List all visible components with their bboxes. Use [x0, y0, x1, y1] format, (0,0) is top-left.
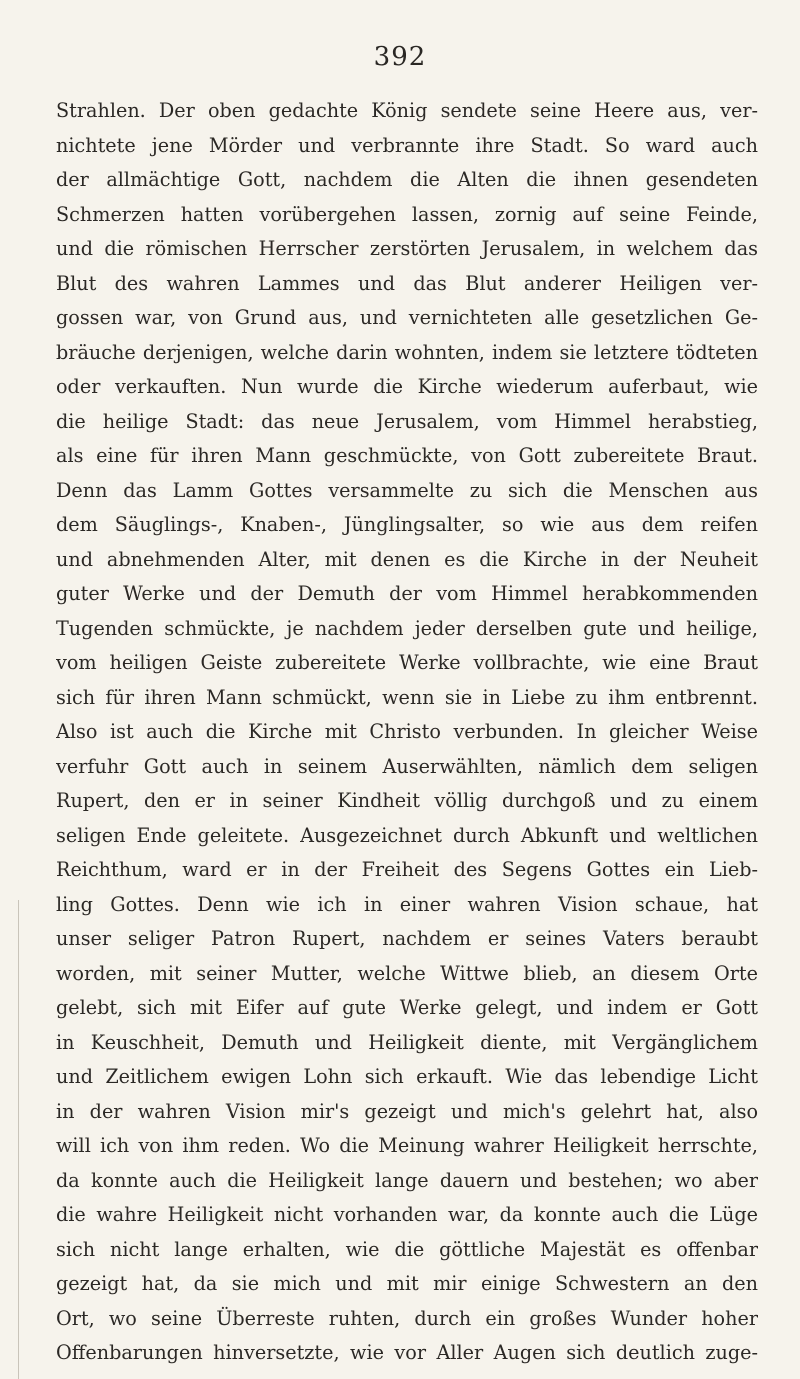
text-line: sich für ihren Mann schmückt, wenn sie in Liebe zu ihm entbrennt. — [56, 685, 758, 709]
text-line: guter Werke und der Demuth der vom Himmel herabkommenden — [56, 582, 758, 605]
text-line: ling Gottes. Denn wie ich in einer wahren Vision schaue, hat — [56, 892, 758, 916]
text-line: unser seliger Patron Rupert, nachdem er seines Vaters beraubt — [56, 927, 758, 950]
text-line: bräuche derjenigen, welche darin wohnten, indem sie letztere tödteten — [56, 340, 758, 364]
text-line: die heilige Stadt: das neue Jerusalem, vom Himmel herabstieg, — [56, 409, 758, 433]
text-line: in Keuschheit, Demuth und Heiligkeit diente, mit Vergänglichem — [56, 1030, 758, 1054]
text-line: und die römischen Herrscher zerstörten Jerusalem, in welchem das — [56, 237, 758, 260]
text-line: gelebt, sich mit Eifer auf gute Werke gelegt, und indem er Gott — [56, 996, 758, 1019]
text-line: Also ist auch die Kirche mit Christo verbunden. In gleicher Weise — [56, 720, 758, 743]
text-line: und abnehmenden Alter, mit denen es die Kirche in der Neuheit — [56, 547, 758, 571]
text-line: dem Säuglings-, Knaben-, Jünglingsalter, so wie aus dem reifen — [56, 513, 758, 536]
text-line: Denn das Lamm Gottes versammelte zu sich die Menschen aus — [56, 478, 758, 502]
text-line: sich nicht lange erhalten, wie die göttliche Majestät es offenbar — [56, 1237, 758, 1261]
text-line: Ort, wo seine Überreste ruhten, durch ein großes Wunder hoher — [56, 1306, 758, 1330]
text-line: Strahlen. Der oben gedachte König sendete seine Heere aus, ver- — [56, 99, 758, 122]
text-line: der allmächtige Gott, nachdem die Alten die ihnen gesendeten — [56, 168, 758, 191]
text-line: als eine für ihren Mann geschmückte, von Gott zubereitete Braut. — [56, 444, 758, 467]
text-line: oder verkauften. Nun wurde die Kirche wiederum auferbaut, wie — [56, 375, 758, 398]
text-line: verfuhr Gott auch in seinem Auserwählten, nämlich dem seligen — [56, 754, 758, 778]
text-line: worden, mit seiner Mutter, welche Wittwe blieb, an diesem Orte — [56, 961, 758, 985]
text-line: Rupert, den er in seiner Kindheit völlig durchgoß und zu einem — [56, 789, 758, 812]
text-line: seligen Ende geleitete. Ausgezeichnet durch Abkunft und weltlichen — [56, 823, 758, 847]
text-line: Reichthum, ward er in der Freiheit des Segens Gottes ein Lieb- — [56, 858, 758, 881]
page-edge-line — [18, 900, 19, 1379]
text-line: da konnte auch die Heiligkeit lange dauern und bestehen; wo aber — [56, 1168, 758, 1192]
text-line: gezeigt hat, da sie mich und mit mir einige Schwestern an den — [56, 1272, 758, 1295]
text-line: Tugenden schmückte, je nachdem jeder derselben gute und heilige, — [56, 616, 758, 640]
text-line: in der wahren Vision mir's gezeigt und mich's gelehrt hat, also — [56, 1099, 758, 1123]
text-line: die wahre Heiligkeit nicht vorhanden war, da konnte auch die Lüge — [56, 1203, 758, 1226]
body-text — [56, 94, 758, 1371]
text-line: Blut des wahren Lammes und das Blut anderer Heiligen ver- — [56, 271, 758, 295]
text-line: und Zeitlichem ewigen Lohn sich erkauft. Wie das lebendige Licht — [56, 1065, 758, 1088]
text-line: Schmerzen hatten vorübergehen lassen, zornig auf seine Feinde, — [56, 202, 758, 226]
text-line: will ich von ihm reden. Wo die Meinung wahrer Heiligkeit herrschte, — [56, 1134, 758, 1157]
text-line: vom heiligen Geiste zubereitete Werke vollbrachte, wie eine Braut — [56, 651, 758, 674]
text-line: gossen war, von Grund aus, und vernichteten alle gesetzlichen Ge- — [56, 306, 758, 329]
text-line: nichtete jene Mörder und verbrannte ihre Stadt. So ward auch — [56, 133, 758, 157]
text-line: Offenbarungen hinversetzte, wie vor Aller Augen sich deutlich zuge- — [56, 1341, 758, 1364]
page-number: 392 — [373, 42, 427, 72]
